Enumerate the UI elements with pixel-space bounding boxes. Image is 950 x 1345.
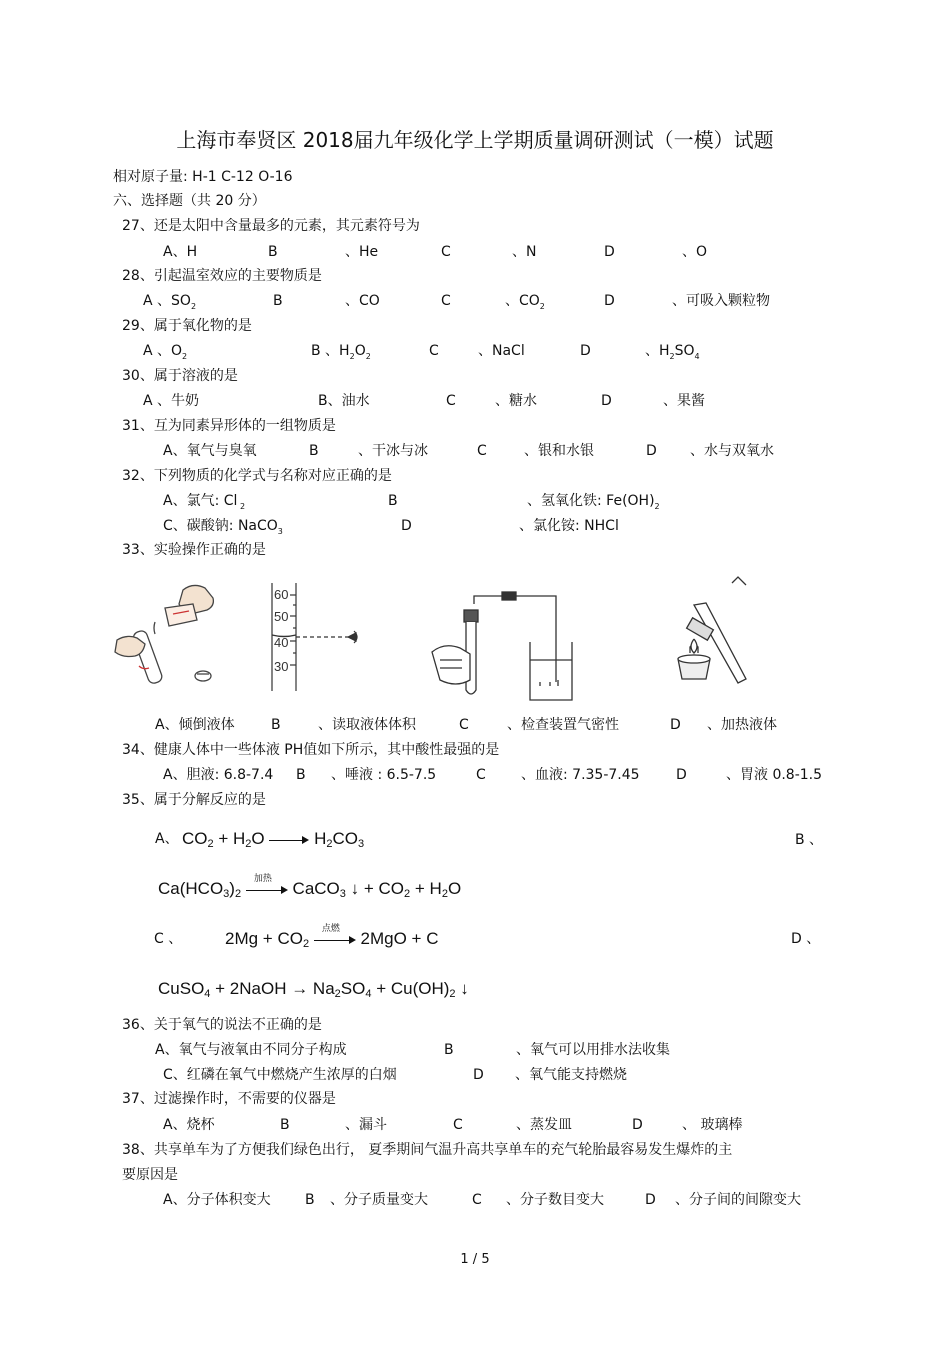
q32-option-d xyxy=(519,517,619,535)
q36-option-d-letter: D xyxy=(473,1067,484,1083)
q38-option-a: A、分子体积变大 xyxy=(163,1192,271,1208)
q33-option-d-letter: D xyxy=(670,717,681,733)
q29-option-c-letter: C xyxy=(429,343,439,359)
question-30-stem: 30、属于溶液的是 xyxy=(122,368,238,384)
q31-option-d-letter: D xyxy=(646,443,657,459)
q30-option-c-letter: C xyxy=(446,393,456,409)
cyl-tick-50: 50 xyxy=(274,609,289,624)
airtightness-check-figure xyxy=(430,590,590,702)
q37-option-c: 、蒸发皿 xyxy=(516,1117,572,1133)
question-28-stem: 28、引起温室效应的主要物质是 xyxy=(122,268,322,284)
q28-option-b-letter: B xyxy=(273,293,283,309)
q35-equation-b: $Ca(HCO_3)_2$ 加热 CaCO$_3$ ↓ + $CO_2 + H_2O$ xyxy=(158,872,462,900)
q34-option-a: A、胆液: 6.8-7.4 xyxy=(163,767,274,783)
q32-option-c-text: C、碳酸钠: NaCO xyxy=(163,518,278,534)
q30-option-d: 、果酱 xyxy=(663,393,705,409)
q36-option-b-letter: B xyxy=(444,1042,454,1058)
q30-option-c: 、糖水 xyxy=(495,393,537,409)
q33-option-a: A、倾倒液体 xyxy=(155,717,235,733)
q37-option-d: 、 玻璃棒 xyxy=(682,1117,743,1133)
q34-option-b-letter: B xyxy=(296,767,306,783)
q29-option-a-text: A 、O xyxy=(143,343,183,359)
q36-option-d: 、氧气能支持燃烧 xyxy=(515,1067,627,1083)
q28-option-c-letter: C xyxy=(441,293,451,309)
q30-option-b: B、油水 xyxy=(318,393,370,409)
q29-option-b-tail: O xyxy=(354,343,366,359)
q29-option-d-tail: SO xyxy=(674,343,695,359)
q27-option-b-letter: B xyxy=(268,244,278,260)
q33-option-b: 、读取液体体积 xyxy=(318,717,416,733)
question-34-stem: 34、健康人体中一些体液 PH值如下所示，其中酸性最强的是 xyxy=(122,742,500,758)
q36-option-c: C、红磷在氧气中燃烧产生浓厚的白烟 xyxy=(163,1067,397,1083)
q27-option-a: A、H xyxy=(163,244,198,260)
question-27-stem: 27、还是太阳中含量最多的元素，其元素符号为 xyxy=(122,218,420,234)
q37-option-c-letter: C xyxy=(453,1117,463,1133)
q37-option-d-letter: D xyxy=(632,1117,643,1133)
q34-option-c-letter: C xyxy=(476,767,486,783)
atomic-mass-line: 相对原子量: H-1 C-12 O-16 xyxy=(113,169,293,185)
q35-cond-heat: 加热 xyxy=(253,872,272,883)
q37-option-b: 、漏斗 xyxy=(345,1117,387,1133)
q33-option-c-letter: C xyxy=(459,717,469,733)
page-number: 1 / 5 xyxy=(460,1252,490,1267)
q31-option-c-letter: C xyxy=(477,443,487,459)
heating-liquid-figure xyxy=(660,575,770,693)
question-37-stem: 37、过滤操作时，不需要的仪器是 xyxy=(122,1091,336,1107)
page-title: 上海市奉贤区 2018届九年级化学上学期质量调研测试（一模）试题 xyxy=(176,128,774,152)
question-29-stem: 29、属于氧化物的是 xyxy=(122,318,252,334)
cyl-tick-40: 40 xyxy=(274,635,289,650)
q35-option-b-letter: B 、 xyxy=(795,832,824,848)
q34-option-d: 、胃液 0.8-1.5 xyxy=(726,767,823,783)
q32-option-b-text: 、氢氧化铁: Fe(OH) xyxy=(527,493,655,509)
q32-option-a-text: A、氯气: Cl xyxy=(163,493,238,509)
q28-option-d: 、可吸入颗粒物 xyxy=(672,293,770,309)
q32-option-d-text: 、氯化铵: NHCl xyxy=(519,518,619,534)
q32-option-d-letter: D xyxy=(401,518,412,534)
q32-option-a: A、氯气: Cl $_2$ xyxy=(163,493,246,511)
q29-option-b: B 、$H_2O_2$ xyxy=(311,343,371,361)
q32-option-b: 、氢氧化铁: $Fe(OH)_2$ xyxy=(527,493,660,511)
q32-option-b-letter: B xyxy=(388,493,398,509)
q35-option-c-letter: C 、 xyxy=(154,931,183,947)
q28-option-c: 、$CO_2$ xyxy=(505,293,545,311)
q31-option-d: 、水与双氧水 xyxy=(690,443,774,459)
question-38-stem-cont: 要原因是 xyxy=(122,1167,178,1183)
question-36-stem: 36、关于氧气的说法不正确的是 xyxy=(122,1017,322,1033)
q31-option-b-letter: B xyxy=(309,443,319,459)
q28-option-c-text: 、CO xyxy=(505,293,540,309)
q27-option-c: 、N xyxy=(512,244,537,260)
section-heading: 六、选择题（共 20 分） xyxy=(113,193,266,209)
question-32-stem: 32、下列物质的化学式与名称对应正确的是 xyxy=(122,468,392,484)
q31-option-a: A、氧气与臭氧 xyxy=(163,443,257,459)
graduated-cylinder-figure xyxy=(270,583,370,693)
q27-option-d-letter: D xyxy=(604,244,615,260)
q35-equation-c: $2Mg + CO_2$ 点燃 2MgO + C xyxy=(225,922,439,950)
question-38-stem: 38、共享单车为了方便我们绿色出行， 夏季期间气温升高共享单车的充气轮胎最容易发生爆炸的主 xyxy=(122,1142,733,1158)
question-31-stem: 31、互为同素异形体的一组物质是 xyxy=(122,418,336,434)
q27-option-c-letter: C xyxy=(441,244,451,260)
q38-option-c-letter: C xyxy=(472,1192,482,1208)
q35-cond-ignite: 点燃 xyxy=(321,922,340,933)
q29-option-d: 、$H_2SO_4$ xyxy=(645,343,700,361)
cyl-tick-30: 30 xyxy=(274,659,289,674)
q28-option-b: 、CO xyxy=(345,293,380,309)
q34-option-c: 、血液: 7.35-7.45 xyxy=(521,767,640,783)
q35-option-d-letter: D 、 xyxy=(791,931,821,947)
q29-option-b-text: B 、H xyxy=(311,343,350,359)
q37-option-a: A、烧杯 xyxy=(163,1117,215,1133)
pouring-liquid-figure xyxy=(113,578,225,690)
q27-option-d: 、O xyxy=(682,244,708,260)
q35-equation-d: CuSO$_4$ + 2NaOH → $Na_2SO_4 + Cu(OH)_2$ ↓ xyxy=(158,979,469,1000)
question-35-stem: 35、属于分解反应的是 xyxy=(122,792,266,808)
q29-option-c: 、NaCl xyxy=(478,343,525,359)
q38-option-d: 、分子间的间隙变大 xyxy=(675,1192,801,1208)
q30-option-a: A 、牛奶 xyxy=(143,393,200,409)
q28-option-d-letter: D xyxy=(604,293,615,309)
q32-option-c: C、碳酸钠: NaCO$_3$ xyxy=(163,518,283,536)
q38-option-b-letter: B xyxy=(305,1192,315,1208)
q35-equation-a: $CO_2 + H_2O$ $H_2CO_3$ xyxy=(182,829,365,850)
q29-option-d-text: 、H xyxy=(645,343,670,359)
q33-option-d: 、加热液体 xyxy=(707,717,777,733)
q33-option-c: 、检查装置气密性 xyxy=(507,717,619,733)
q29-option-a: A 、$O_2$ xyxy=(143,343,188,361)
q31-option-c: 、银和水银 xyxy=(524,443,594,459)
q38-option-c: 、分子数目变大 xyxy=(506,1192,604,1208)
q36-option-a: A、氧气与液氧由不同分子构成 xyxy=(155,1042,347,1058)
q38-option-d-letter: D xyxy=(645,1192,656,1208)
q35-option-a-letter: A、 xyxy=(155,831,179,847)
q28-option-a: A 、$SO_2$ xyxy=(143,293,197,311)
q28-option-a-text: A 、SO xyxy=(143,293,191,309)
q34-option-d-letter: D xyxy=(676,767,687,783)
q30-option-d-letter: D xyxy=(601,393,612,409)
cyl-tick-60: 60 xyxy=(274,587,289,602)
q33-option-b-letter: B xyxy=(271,717,281,733)
question-33-stem: 33、实验操作正确的是 xyxy=(122,542,266,558)
q34-option-b: 、唾液 : 6.5-7.5 xyxy=(331,767,437,783)
q36-option-b: 、氧气可以用排水法收集 xyxy=(516,1042,670,1058)
q27-option-b: 、He xyxy=(345,244,379,260)
q37-option-b-letter: B xyxy=(280,1117,290,1133)
q31-option-b: 、干冰与冰 xyxy=(358,443,428,459)
q29-option-d-letter: D xyxy=(580,343,591,359)
q38-option-b: 、分子质量变大 xyxy=(330,1192,428,1208)
